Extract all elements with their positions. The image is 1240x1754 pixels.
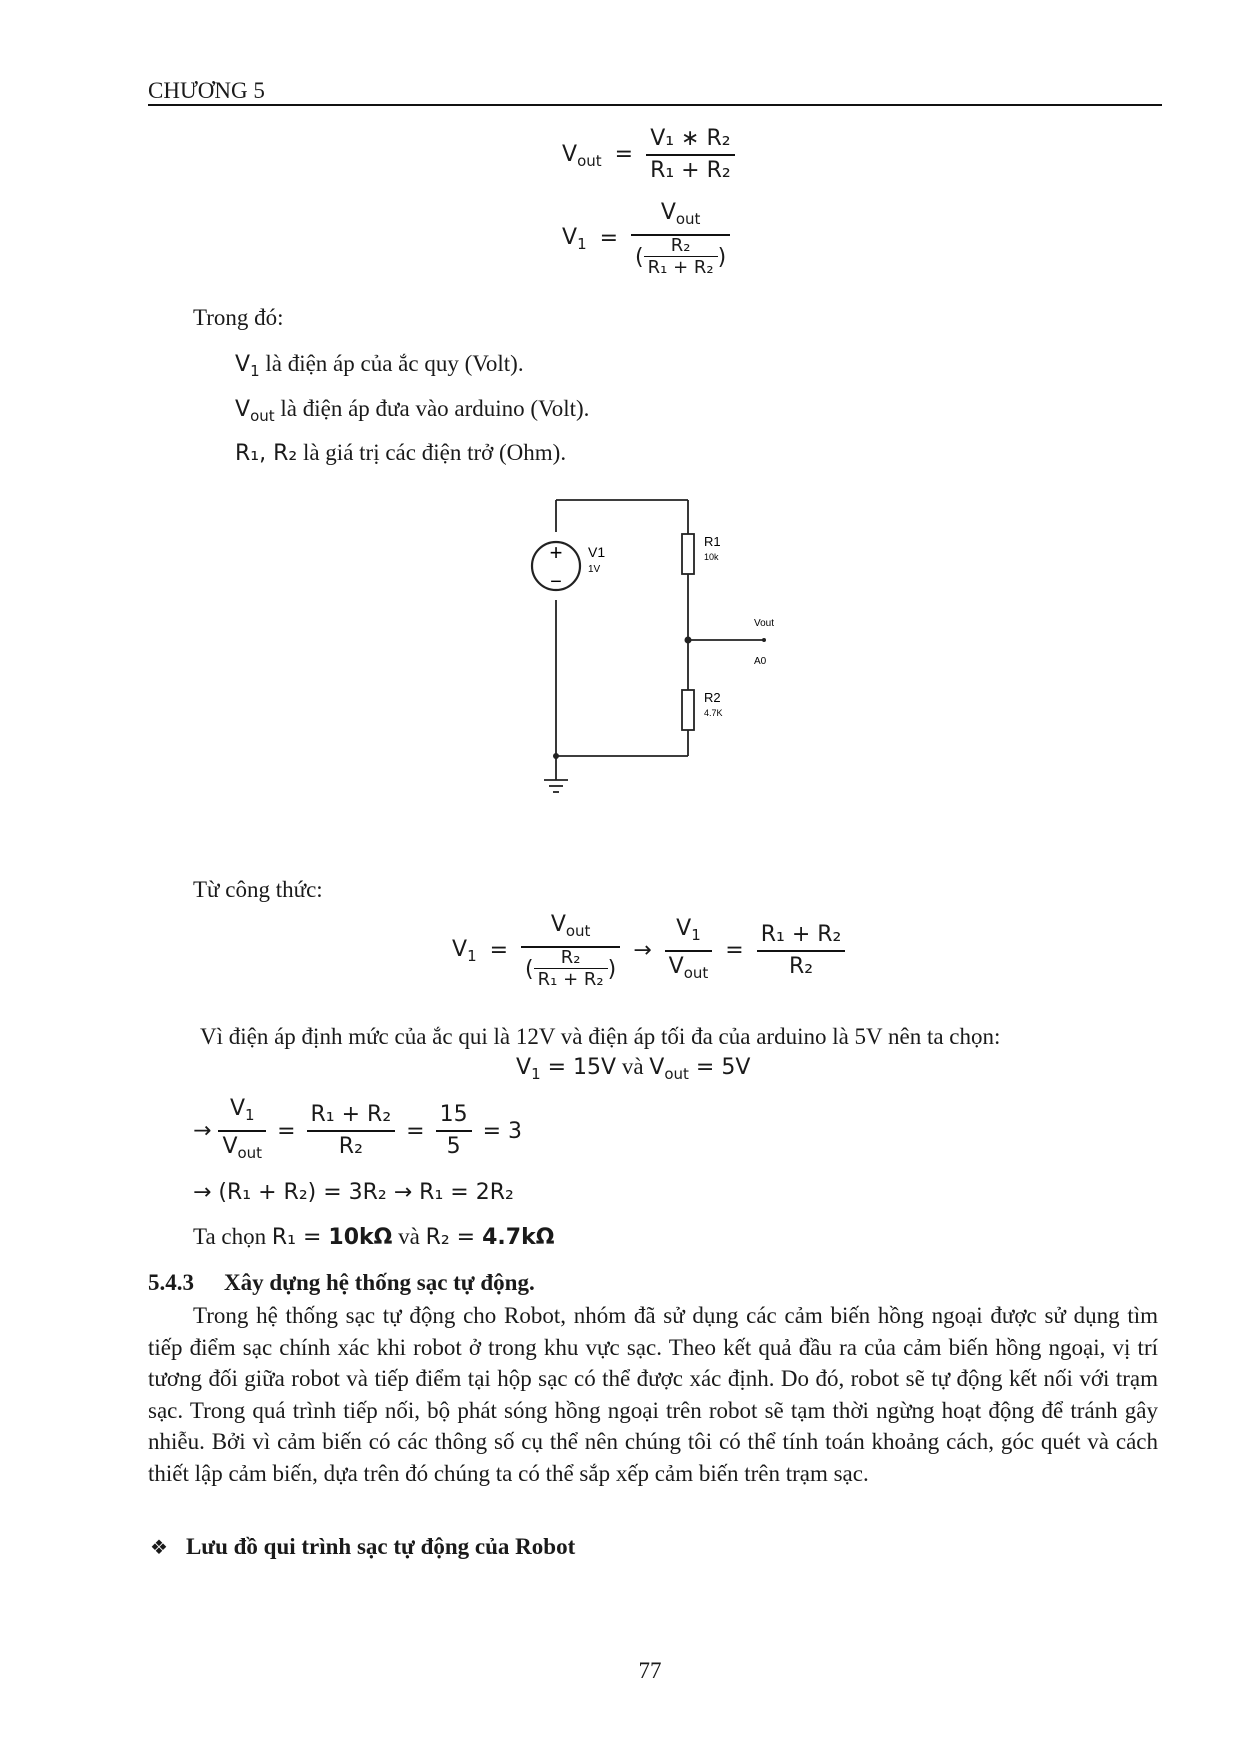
source-name-label: V1	[588, 544, 606, 560]
derivation-v1-fraction: $V_{out}$ ( $\frac{\text{R₂}}{\text{R₁ + R₂}}$ )	[521, 910, 620, 991]
header-rule	[148, 104, 1162, 106]
definition-v1: $V_1$ là điện áp của ắc quy (Volt).	[235, 351, 524, 380]
derivation-sum-ratio: $\frac{\text{R₁ + R₂}}{\text{R₂}}$	[757, 920, 846, 982]
formula-vout: $V_{out}$ = $\frac{\text{V₁ ∗ R₂}}{\text{R₁ + R₂}}$	[562, 124, 735, 186]
r2-value-label: 4.7K	[704, 708, 723, 718]
r1-name-label: R1	[704, 534, 721, 549]
source-value-label: 1V	[588, 564, 601, 575]
definitions-intro: Trong đó:	[193, 305, 284, 330]
definition-vout: $V_{out}$ là điện áp đưa vào arduino (Volt).	[235, 396, 590, 425]
section-number: 5.4.3	[148, 1270, 194, 1295]
chapter-header: CHƯƠNG 5	[148, 78, 265, 103]
definition-resistors: R₁, R₂ là giá trị các điện trở (Ohm).	[235, 440, 567, 466]
formula-vout-fraction: $\frac{\text{V₁ ∗ R₂}}{\text{R₁ + R₂}}$	[646, 124, 735, 186]
a0-pin-label: A0	[754, 656, 767, 667]
choice-text: Vì điện áp định mức của ắc qui là 12V và điện áp tối đa của arduino là 5V nên ta chọn:	[200, 1024, 1001, 1049]
resistor-r2-symbol	[682, 690, 694, 730]
diamond-bullet-icon: ❖	[150, 1535, 168, 1559]
derivation-intro: Từ công thức:	[193, 877, 323, 902]
source-minus-sign: −	[550, 571, 562, 593]
derivation-equation: $V_1$ = $V_{out}$ ( $\frac{\text{R₂}}{\text{R₁ + R₂}}$ ) → $\frac{V_1}{V_{out}}$ = $\frac{\text{R₁ + R₂}}{\text{R₂}}$	[452, 910, 845, 991]
vout-label: Vout	[754, 618, 775, 629]
junction-dot	[685, 637, 692, 644]
section-heading	[148, 1268, 535, 1298]
formula-v1-fraction: $V_{out}$ ( $\frac{\text{R₂}}{\text{R₁ + R₂}}$ )	[631, 198, 730, 279]
voltage-divider-circuit	[520, 490, 800, 820]
r2-name-label: R2	[704, 690, 721, 705]
choice-values: $V_1 = 15V$ và $V_{out} = 5V$	[516, 1054, 751, 1083]
formula-vout-lhs: $V_{out}$	[562, 142, 602, 170]
final-choice: Ta chọn R₁ = 10kΩ và R₂ = 4.7kΩ	[193, 1224, 555, 1250]
page-number: 77	[638, 1658, 662, 1683]
step2-equation: → (R₁ + R₂) = 3R₂ → R₁ = 2R₂	[193, 1180, 514, 1205]
ratio-equation: → $\frac{V_1}{V_{out}}$ = $\frac{\text{R₁ + R₂}}{\text{R₂}}$ = $\frac{15}{5}$ = 3	[193, 1096, 523, 1162]
section-title: Xây dựng hệ thống sạc tự động.	[224, 1270, 535, 1295]
derivation-ratio: $\frac{V_1}{V_{out}}$	[665, 914, 713, 988]
ground-symbol	[544, 756, 568, 792]
source-plus-sign: +	[549, 540, 563, 565]
formula-v1-lhs: $V_1$	[562, 224, 587, 253]
section-paragraph: Trong hệ thống sạc tự động cho Robot, nhóm đã sử dụng các cảm biến hồng ngoại được sử dụng tìm tiếp điểm sạc chính xác khi robot ở trong khu vực sạc. Theo kết quả đầu ra của cảm biến hồng ngoại, vị trí tương đối giữa robot và tiếp điểm tại hộp sạc có thể được xác định. Do đó, robot sẽ tự động kết nối với trạm sạc. Trong quá trình tiếp nối, bộ phát sóng hồng ngoại trên robot sẽ tạm thời ngừng hoạt động để tránh gây nhiễu. Bởi vì cảm biến có các thông số cụ thể nên chúng tôi có thể tính toán khoảng cách, góc quét và cách thiết lập cảm biến, dựa trên đó chúng ta có thể sắp xếp cảm biến trên trạm sạc.	[148, 1303, 1158, 1486]
formula-v1: $V_1$ = $V_{out}$ ( $\frac{\text{R₂}}{\text{R₁ + R₂}}$ )	[562, 198, 730, 279]
output-terminal	[762, 638, 766, 642]
r1-value-label: 10k	[704, 552, 719, 562]
resistor-r1-symbol	[682, 534, 694, 574]
flowchart-bullet: ❖ Lưu đồ qui trình sạc tự động của Robot	[150, 1534, 576, 1559]
